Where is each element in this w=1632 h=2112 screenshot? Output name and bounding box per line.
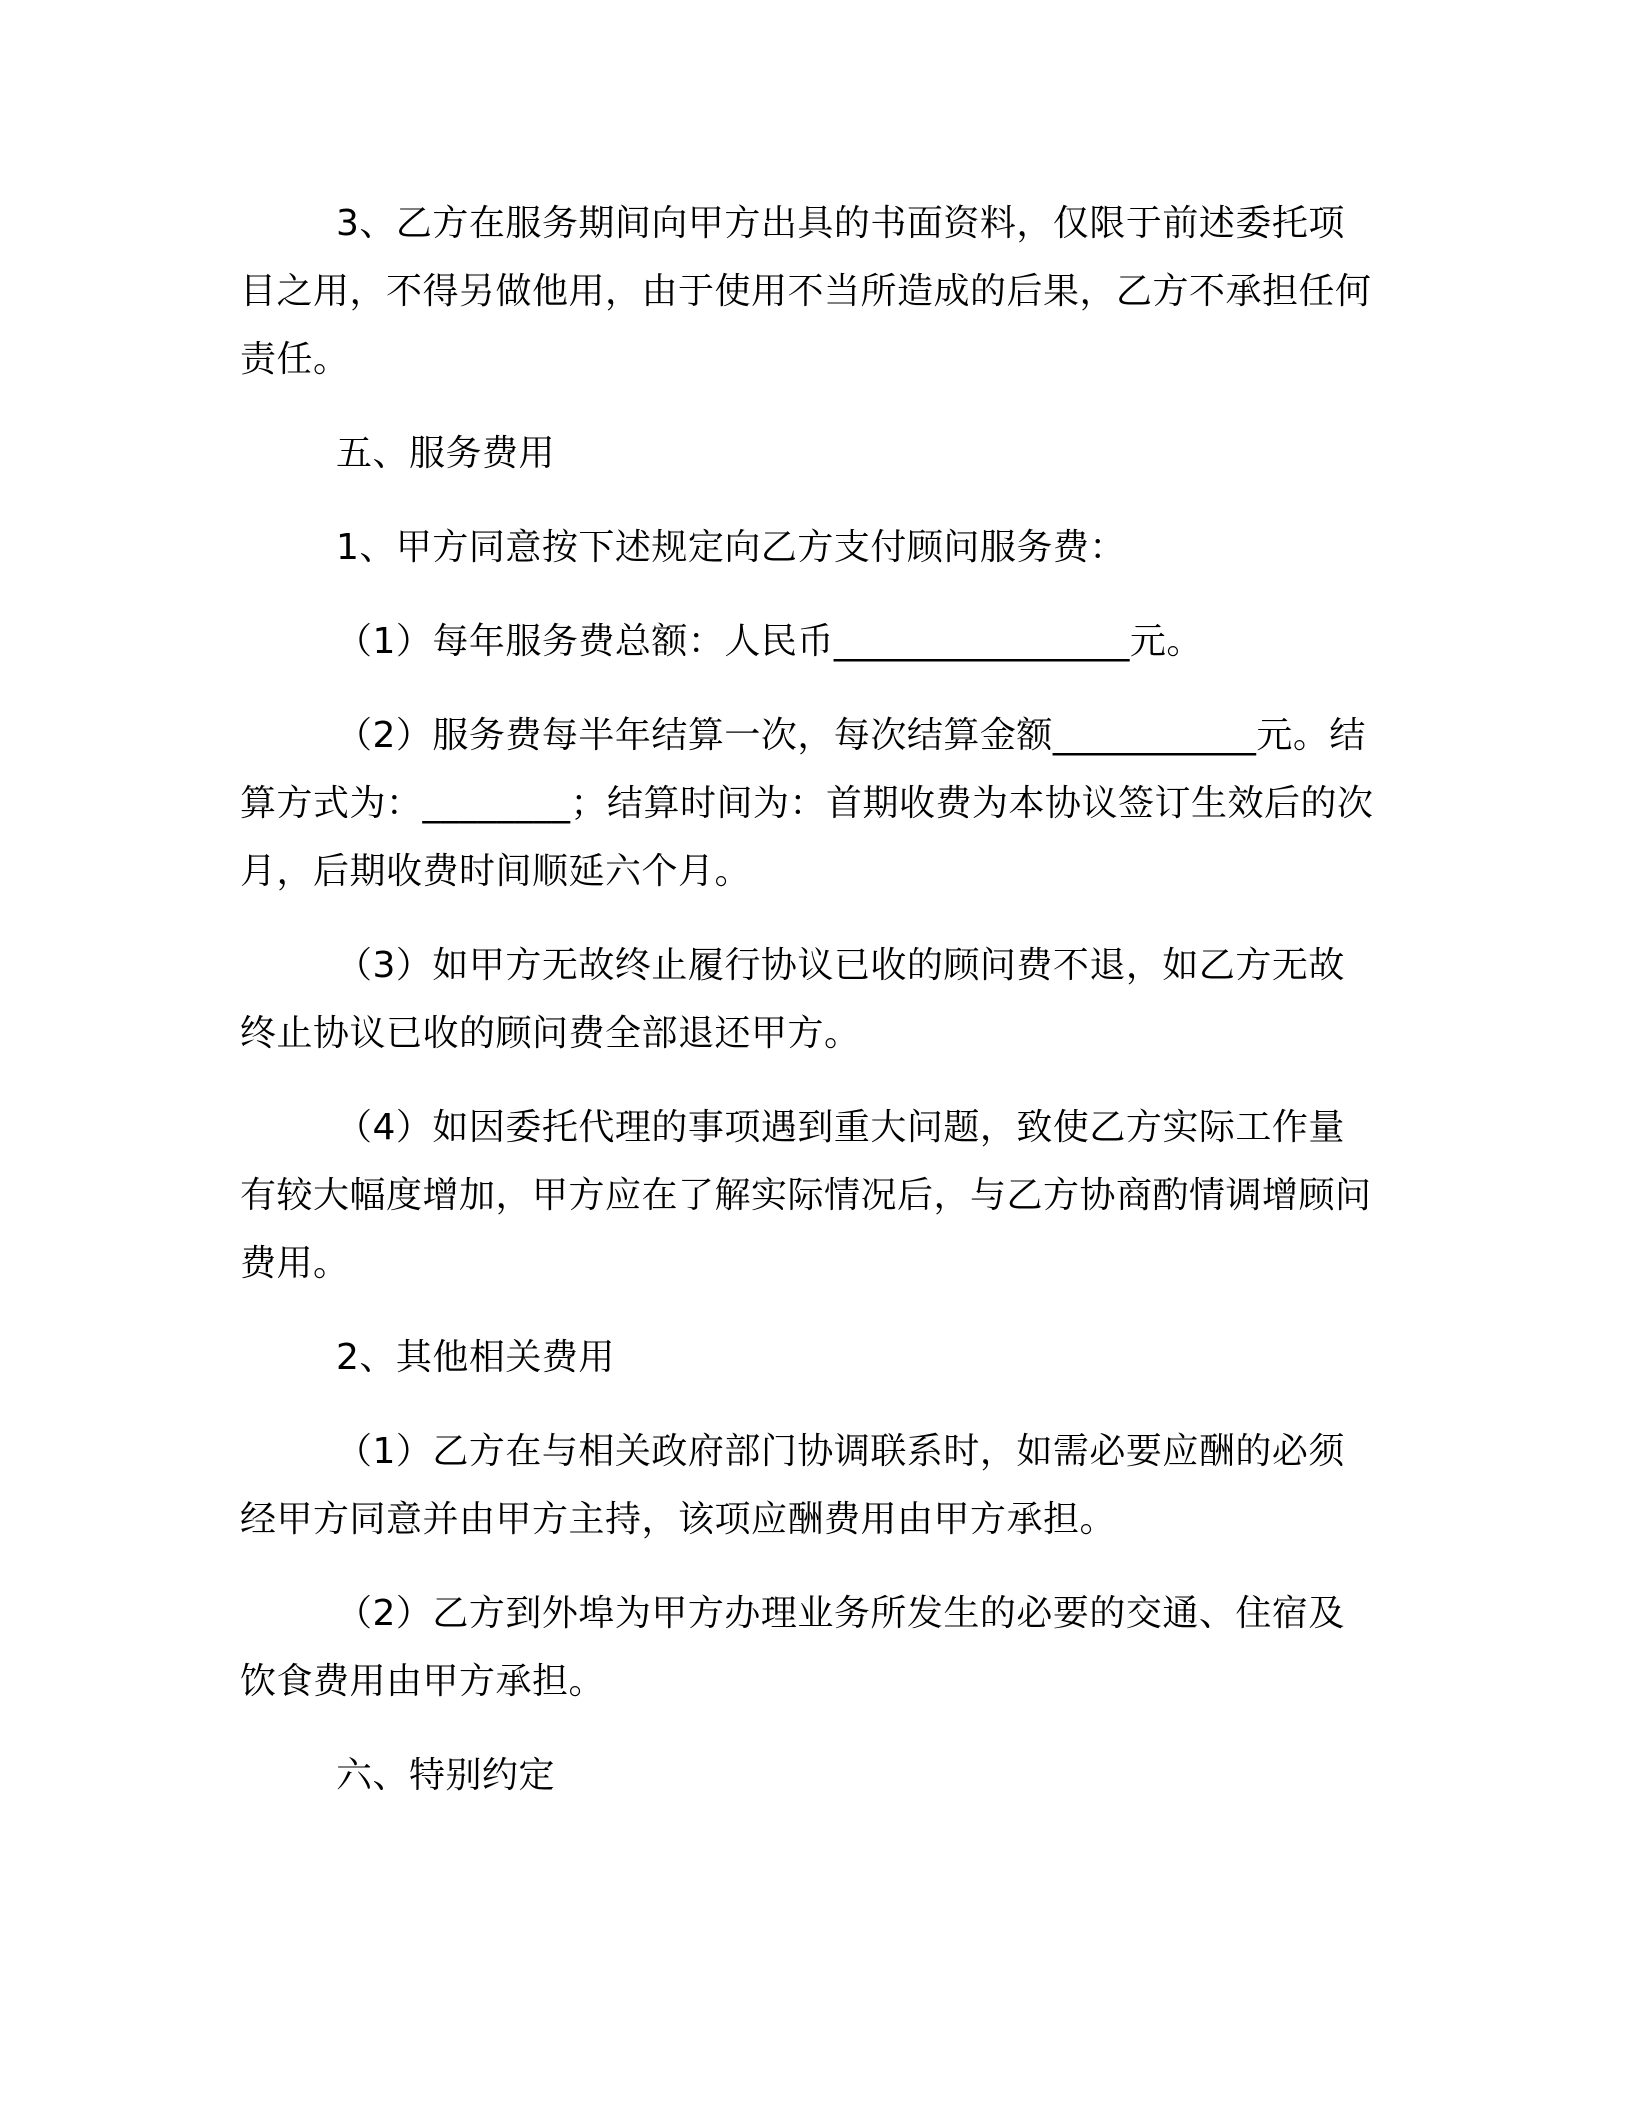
- paragraph-clause-3-usage-of-materials: 3、乙方在服务期间向甲方出具的书面资料，仅限于前述委托项目之用，不得另做他用，由于使用不当所造成的后果，乙方不承担任何责任。: [240, 203, 1372, 380]
- paragraph-item-1-annual-total: （1）每年服务费总额：人民币________________元。: [336, 621, 1203, 662]
- document-page: [240, 190, 1380, 1836]
- section-heading-other-fees: 2、其他相关费用: [336, 1337, 615, 1378]
- paragraph-other-item-1-entertainment: （1）乙方在与相关政府部门协调联系时，如需必要应酬的必须经甲方同意并由甲方主持，该项应酬费用由甲方承担。: [240, 1431, 1345, 1540]
- section-heading-special-agreement: 六、特别约定: [336, 1755, 556, 1796]
- paragraph-item-2-settlement: （2）服务费每半年结算一次，每次结算金额___________元。结算方式为：________；结算时间为：首期收费为本协议签订生效后的次月，后期收费时间顺延六个月。: [240, 715, 1374, 892]
- section-heading-service-fees: 五、服务费用: [336, 433, 556, 474]
- paragraph-item-3-termination-refund: （3）如甲方无故终止履行协议已收的顾问费不退，如乙方无故终止协议已收的顾问费全部退还甲方。: [240, 945, 1345, 1054]
- paragraph-item-4-fee-adjustment: （4）如因委托代理的事项遇到重大问题，致使乙方实际工作量有较大幅度增加，甲方应在了解实际情况后，与乙方协商酌情调增顾问费用。: [240, 1107, 1372, 1284]
- paragraph-clause-1-fee-agreement: 1、甲方同意按下述规定向乙方支付顾问服务费：: [336, 527, 1126, 568]
- paragraph-other-item-2-travel: （2）乙方到外埠为甲方办理业务所发生的必要的交通、住宿及饮食费用由甲方承担。: [240, 1593, 1345, 1702]
